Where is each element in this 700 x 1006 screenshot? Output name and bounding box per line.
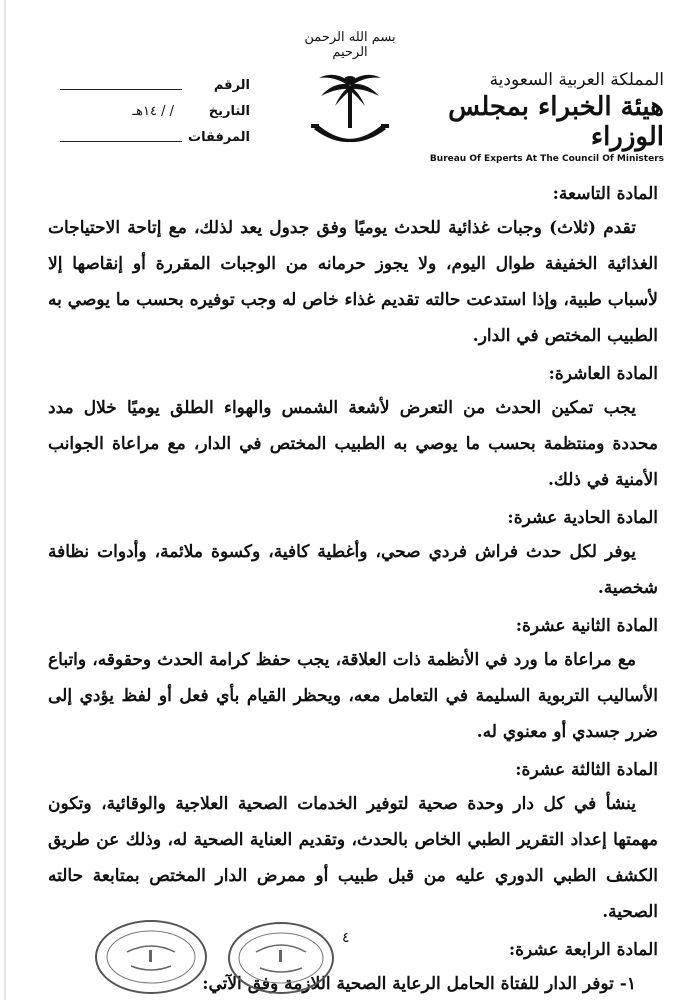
bureau-name-arabic: هيئة الخبراء بمجلس الوزراء bbox=[448, 92, 664, 152]
letterhead bbox=[0, 0, 700, 180]
article-body: ينشأ في كل دار وحدة صحية لتوفير الخدمات الصحية العلاجية والوقائية، وتكون مهمتها إعداد التقرير الطبي الخاص بالحدث، وتقديم العناية الصحية له، وذلك عن طريق الكشف الطبي الدوري عليه من قبل طبيب أو ممرض الدار المختص بمتابعة حالته الصحية. bbox=[48, 794, 658, 922]
article-title: المادة الرابعة عشرة: bbox=[508, 940, 658, 960]
official-seal-icon bbox=[97, 922, 205, 992]
article-body: مع مراعاة ما ورد في الأنظمة ذات العلاقة، يجب حفظ كرامة الحدث وحقوقه، واتباع الأساليب التربوية السليمة في التعامل معه، ويحظر القيام بأي فعل أو لفظ يؤدي إلى ضرر جسدي أو معنوي له. bbox=[48, 650, 658, 742]
bureau-heading bbox=[424, 70, 664, 164]
bureau-name-english: Bureau Of Experts At The Council Of Ministers bbox=[429, 154, 664, 164]
article-title: المادة الثانية عشرة: bbox=[515, 616, 658, 636]
ref-attachments-line bbox=[60, 141, 182, 142]
article-title: المادة التاسعة: bbox=[552, 184, 658, 204]
article-title: المادة العاشرة: bbox=[548, 364, 658, 384]
reference-block bbox=[60, 72, 250, 150]
ref-attachments-row bbox=[60, 124, 250, 150]
emblem bbox=[300, 30, 400, 160]
article-title: المادة الحادية عشرة: bbox=[507, 508, 658, 528]
document-body bbox=[48, 178, 658, 1006]
official-seal-left bbox=[95, 920, 207, 994]
article-body: تقدم (ثلاث) وجبات غذائية للحدث يوميًا وفق جدول يعد لذلك، مع إتاحة الاحتياجات الغذائية الخفيفة طوال اليوم، ولا يجوز حرمانه من الوجبات المقررة أو إنقاصها إلا لأسباب طبية، وإذا استدعت حالته تقديم غذاء خاص له وجب توفيره بحسب ما يوصي به الطبيب المختص في الدار. bbox=[48, 218, 658, 346]
page-number: ٤ bbox=[342, 930, 350, 946]
ref-number-row bbox=[60, 72, 250, 98]
article-title: المادة الثالثة عشرة: bbox=[515, 760, 658, 780]
ref-date-value: / / ١٤هـ bbox=[132, 103, 174, 119]
kingdom-name: المملكة العربية السعودية bbox=[489, 70, 664, 90]
article-body: يوفر لكل حدث فراش فردي صحي، وأغطية كافية، وكسوة ملائمة، وأدوات نظافة شخصية. bbox=[48, 542, 658, 598]
article-body: ١- توفر الدار للفتاة الحامل الرعاية الصحية اللازمة وفق الآتي: bbox=[202, 974, 636, 994]
ref-date-row bbox=[60, 98, 250, 124]
palm-and-swords-emblem-icon bbox=[305, 62, 395, 162]
ref-attachments-label: المرفقات bbox=[188, 129, 250, 145]
official-seal-icon bbox=[230, 924, 332, 992]
ref-number-line bbox=[60, 89, 182, 90]
ref-date-label: التاريخ bbox=[208, 103, 250, 119]
article-body: يجب تمكين الحدث من التعرض لأشعة الشمس والهواء الطلق يوميًا خلال مدد محددة ومنتظمة بحسب ما يوصي به الطبيب المختص في الدار، مع مراعاة الجوانب الأمنية في ذلك. bbox=[48, 398, 658, 490]
ref-number-label: الرقم bbox=[213, 77, 250, 93]
official-seal-right bbox=[228, 922, 334, 994]
basmala: بسم الله الرحمن الرحيم bbox=[304, 30, 396, 60]
